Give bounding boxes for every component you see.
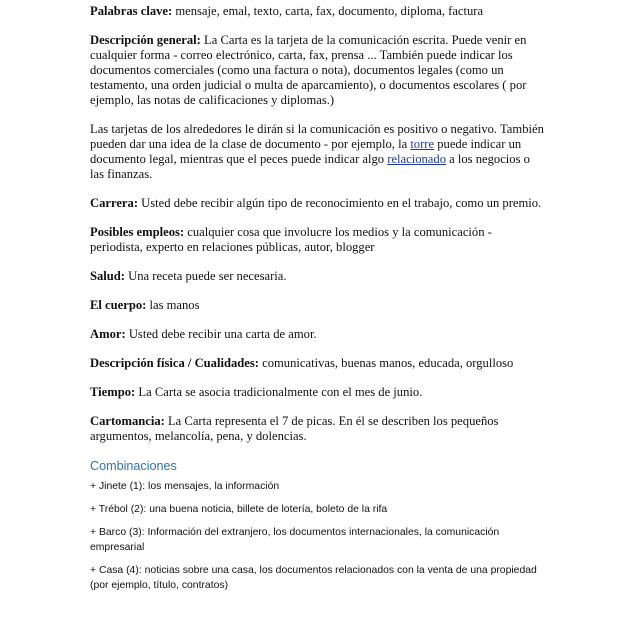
time-text: La Carta se asocia tradicionalmente con el mes de junio. bbox=[135, 385, 423, 399]
career-paragraph bbox=[90, 196, 545, 211]
surrounding-text-1: Las tarjetas de los alrededores le dirán si la comunicación es positivo o negativo. También pueden dar una idea de la clase de documento - por ejemplo, la bbox=[90, 122, 544, 151]
career-text: Usted debe recibir algún tipo de reconocimiento en el trabajo, como un premio. bbox=[138, 196, 542, 210]
general-description-paragraph bbox=[90, 33, 545, 108]
cartomancy-text: La Carta representa el 7 de picas. En él se describen los pequeños argumentos, melancolía, pena, y dolencias. bbox=[90, 414, 499, 443]
surrounding-cards-paragraph bbox=[90, 122, 545, 182]
love-text: Usted debe recibir una carta de amor. bbox=[125, 327, 317, 341]
health-paragraph bbox=[90, 269, 545, 284]
career-label: Carrera: bbox=[90, 196, 139, 210]
love-paragraph bbox=[90, 327, 545, 342]
cartomancy-paragraph bbox=[90, 414, 545, 444]
keywords-label: Palabras clave: bbox=[90, 4, 173, 18]
keywords-text: mensaje, emal, texto, carta, fax, documento, diploma, factura bbox=[172, 4, 484, 18]
jobs-text: cualquier cosa que involucre los medios y la comunicación - periodista, experto en relaciones públicas, autor, blogger bbox=[90, 225, 492, 254]
combination-item: + Jinete (1): los mensajes, la información bbox=[90, 481, 280, 492]
surrounding-text-3: a los negocios o las finanzas. bbox=[90, 152, 530, 181]
health-text: Una receta puede ser necesaria. bbox=[125, 269, 287, 283]
body-paragraph bbox=[90, 298, 545, 313]
jobs-label: Posibles empleos: bbox=[90, 225, 185, 239]
combination-item: + Casa (4): noticias sobre una casa, los documentos relacionados con la venta de una propiedad (por ejemplo, título, contratos) bbox=[90, 565, 537, 591]
love-label: Amor: bbox=[90, 327, 126, 341]
document-body bbox=[90, 4, 545, 601]
physical-text: comunicativas, buenas manos, educada, orgulloso bbox=[258, 356, 514, 370]
combination-item: + Trébol (2): una buena noticia, billete de lotería, boleto de la rifa bbox=[90, 504, 388, 515]
jobs-paragraph bbox=[90, 225, 545, 255]
surrounding-text-2: puede indicar un documento legal, mientras que el peces puede indicar algo bbox=[90, 137, 522, 166]
body-text: las manos bbox=[146, 298, 200, 312]
combination-item: + Barco (3): Información del extranjero, los documentos internacionales, la comunicación empresarial bbox=[90, 527, 500, 553]
time-label: Tiempo: bbox=[90, 385, 136, 399]
keywords-paragraph bbox=[90, 4, 545, 19]
torre-link[interactable]: torre bbox=[410, 137, 435, 151]
general-description-label: Descripción general: bbox=[90, 33, 201, 47]
physical-paragraph bbox=[90, 356, 545, 371]
health-label: Salud: bbox=[90, 269, 126, 283]
combinations-heading: Combinaciones bbox=[90, 459, 177, 473]
relacionado-link[interactable]: relacionado bbox=[387, 152, 446, 166]
body-label: El cuerpo: bbox=[90, 298, 147, 312]
general-description-text: La Carta es la tarjeta de la comunicación escrita. Puede venir en cualquier forma - correo electrónico, carta, fax, prensa ... También puede indicar los documentos comerciales (como una factura o nota), documentos legales (como un testamento, una orden judicial o multa de aparcamiento), o documentos escolares ( por ejemplo, las notas de calificaciones y diplomas.) bbox=[90, 33, 527, 107]
cartomancy-label: Cartomancia: bbox=[90, 414, 165, 428]
time-paragraph bbox=[90, 385, 545, 400]
physical-label: Descripción física / Cualidades: bbox=[90, 356, 259, 370]
